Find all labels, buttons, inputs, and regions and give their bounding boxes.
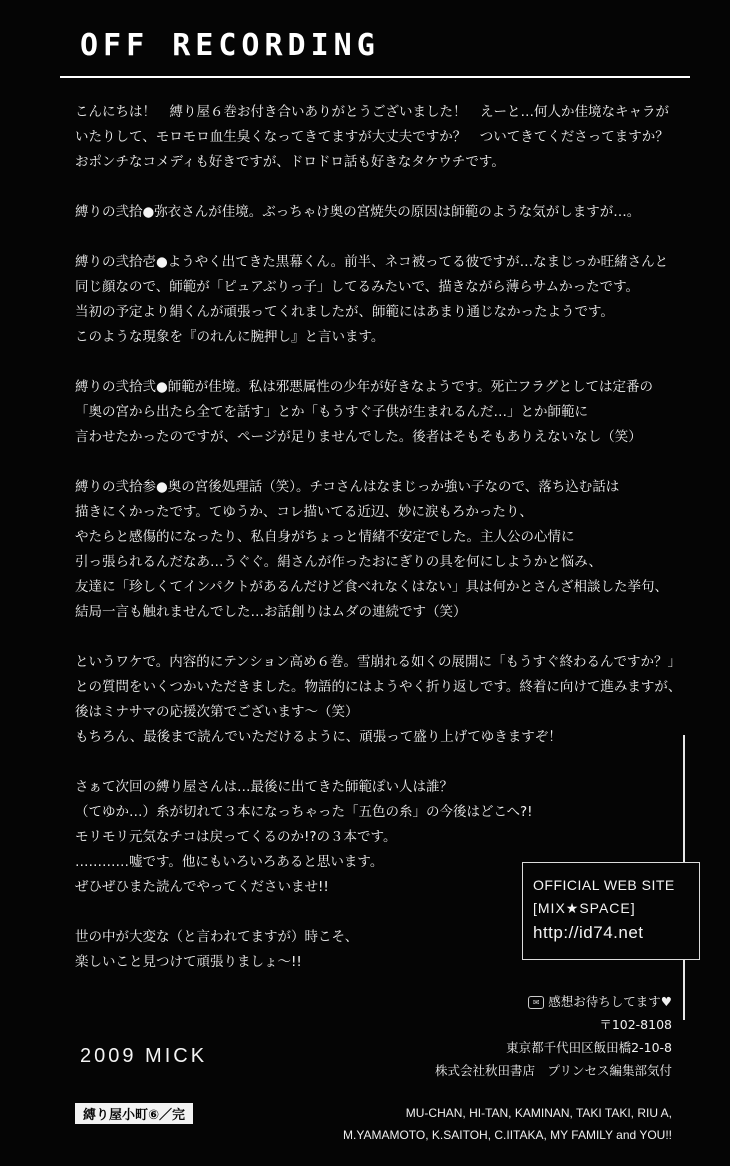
thanks-credits [343,1102,672,1146]
paragraph [75,650,695,750]
postal-code: 〒102-8108 [599,1017,672,1032]
mail-icon: ✉ [528,996,544,1009]
text-line: 当初の予定より絹くんが頑張ってくれましたが、師範にはあまり通じなかったようです。 [75,304,614,320]
website-name: [MIX★SPACE] [533,900,636,916]
text-line: との質問をいくつかいただきました。物語的にはようやく折り返しです。終着に向けて進みますが、 [75,679,682,695]
thanks-line: MU-CHAN, HI-TAN, KAMINAN, TAKI TAKI, RIU A, [405,1106,672,1120]
website-box [522,862,700,960]
text-line: ぜひぜひまた読んでやってくださいませ!! [75,879,329,895]
title-underline [60,76,690,78]
paragraph [75,375,695,450]
text-line: 言わせたかったのですが、ページが足りませんでした。後者はそもそもありえないなし（笑） [75,429,642,445]
paragraph [75,250,695,350]
paragraph [75,200,695,225]
mailing-address [435,990,672,1082]
letters-request: 感想お待ちしてます♥ [548,994,672,1009]
text-line: というワケで。内容的にテンション高め６巻。雪崩れる如くの展開に「もうすぐ終わるんですか？」 [75,654,681,670]
text-line: 縛りの弐拾●弥衣さんが佳境。ぶっちゃけ奥の宮焼失の原因は師範のような気がしますが…。 [75,204,641,220]
text-line: こんにちは！ 縛り屋６巻お付き合いありがとうございました！ えーと…何人か佳境なキャラが [75,104,669,120]
text-line: 友達に「珍しくてインパクトがあるんだけど食べれなくはない」具は何かとさんざ相談した挙句、 [75,579,669,595]
website-heading: OFFICIAL WEB SITE [533,877,675,893]
text-line: 結局一言も触れませんでした…お話創りはムダの連続です（笑） [75,604,467,620]
website-url[interactable]: http://id74.net [533,923,644,942]
text-line: 縛りの弐拾弐●師範が佳境。私は邪悪属性の少年が好きなようです。死亡フラグとしては定番の [75,379,653,395]
paragraph [75,100,695,175]
text-line: 楽しいこと見つけて頑張りましょ～!! [75,954,302,970]
text-line: さぁて次回の縛り屋さんは…最後に出てきた師範ぽい人は誰？ [75,779,453,795]
publisher-address: 株式会社秋田書店 プリンセス編集部気付 [434,1063,672,1078]
text-line: 後はミナサマの応援次第でございます～（笑） [75,704,359,720]
text-line: 世の中が大変な（と言われてますが）時こそ、 [75,929,359,945]
volume-end-label: 縛り屋小町⑥／完 [75,1103,193,1124]
text-line: このような現象を『のれんに腕押し』と言います。 [75,329,385,345]
text-line: …………嘘です。他にもいろいろあると思います。 [75,854,384,870]
text-line: いたりして、モロモロ血生臭くなってきてますが大丈夫ですか？ ついてきてくださってますか？ [75,129,669,145]
text-line: 縛りの弐拾壱●ようやく出てきた黒幕くん。前半、ネコ被ってる彼ですが…なまじっか旺緒さんと [75,254,669,270]
text-line: 縛りの弐拾参●奥の宮後処理話（笑）。チコさんはなまじっか強い子なので、落ち込む話は [75,479,620,495]
text-line: 「奥の宮から出たら全てを話す」とか「もうすぐ子供が生まれるんだ…」とか師範に [75,404,588,420]
page-title: OFF RECORDING [80,28,380,63]
signature: 2009 MICK [80,1045,208,1067]
text-line: 引っ張られるんだなあ…うぐぐ。絹さんが作ったおにぎりの具を何にしようかと悩み、 [75,554,603,570]
text-line: もちろん、最後まで読んでいただけるように、頑張って盛り上げてゆきますぞ！ [75,729,562,745]
text-line: 同じ顔なので、師範が「ピュアぶりっ子」してるみたいで、描きながら薄らサムかったです。 [75,279,640,295]
text-line: おポンチなコメディも好きですが、ドロドロ話も好きなタケウチです。 [75,154,505,170]
text-line: モリモリ元気なチコは戻ってくるのか!?の３本です。 [75,829,397,845]
paragraph [75,475,695,625]
street-address: 東京都千代田区飯田橋2-10-8 [506,1040,672,1055]
text-line: やたらと感傷的になったり、私自身がちょっと情緒不安定でした。主人公の心情に [75,529,575,545]
text-line: 描きにくかったです。てゆうか、コレ描いてる近辺、妙に涙もろかったり、 [75,504,533,520]
text-line: （てゆか…）糸が切れて３本になっちゃった「五色の糸」の今後はどこへ?! [75,804,533,820]
thanks-line: M.YAMAMOTO, K.SAITOH, C.IITAKA, MY FAMILY and YOU!! [343,1128,672,1142]
